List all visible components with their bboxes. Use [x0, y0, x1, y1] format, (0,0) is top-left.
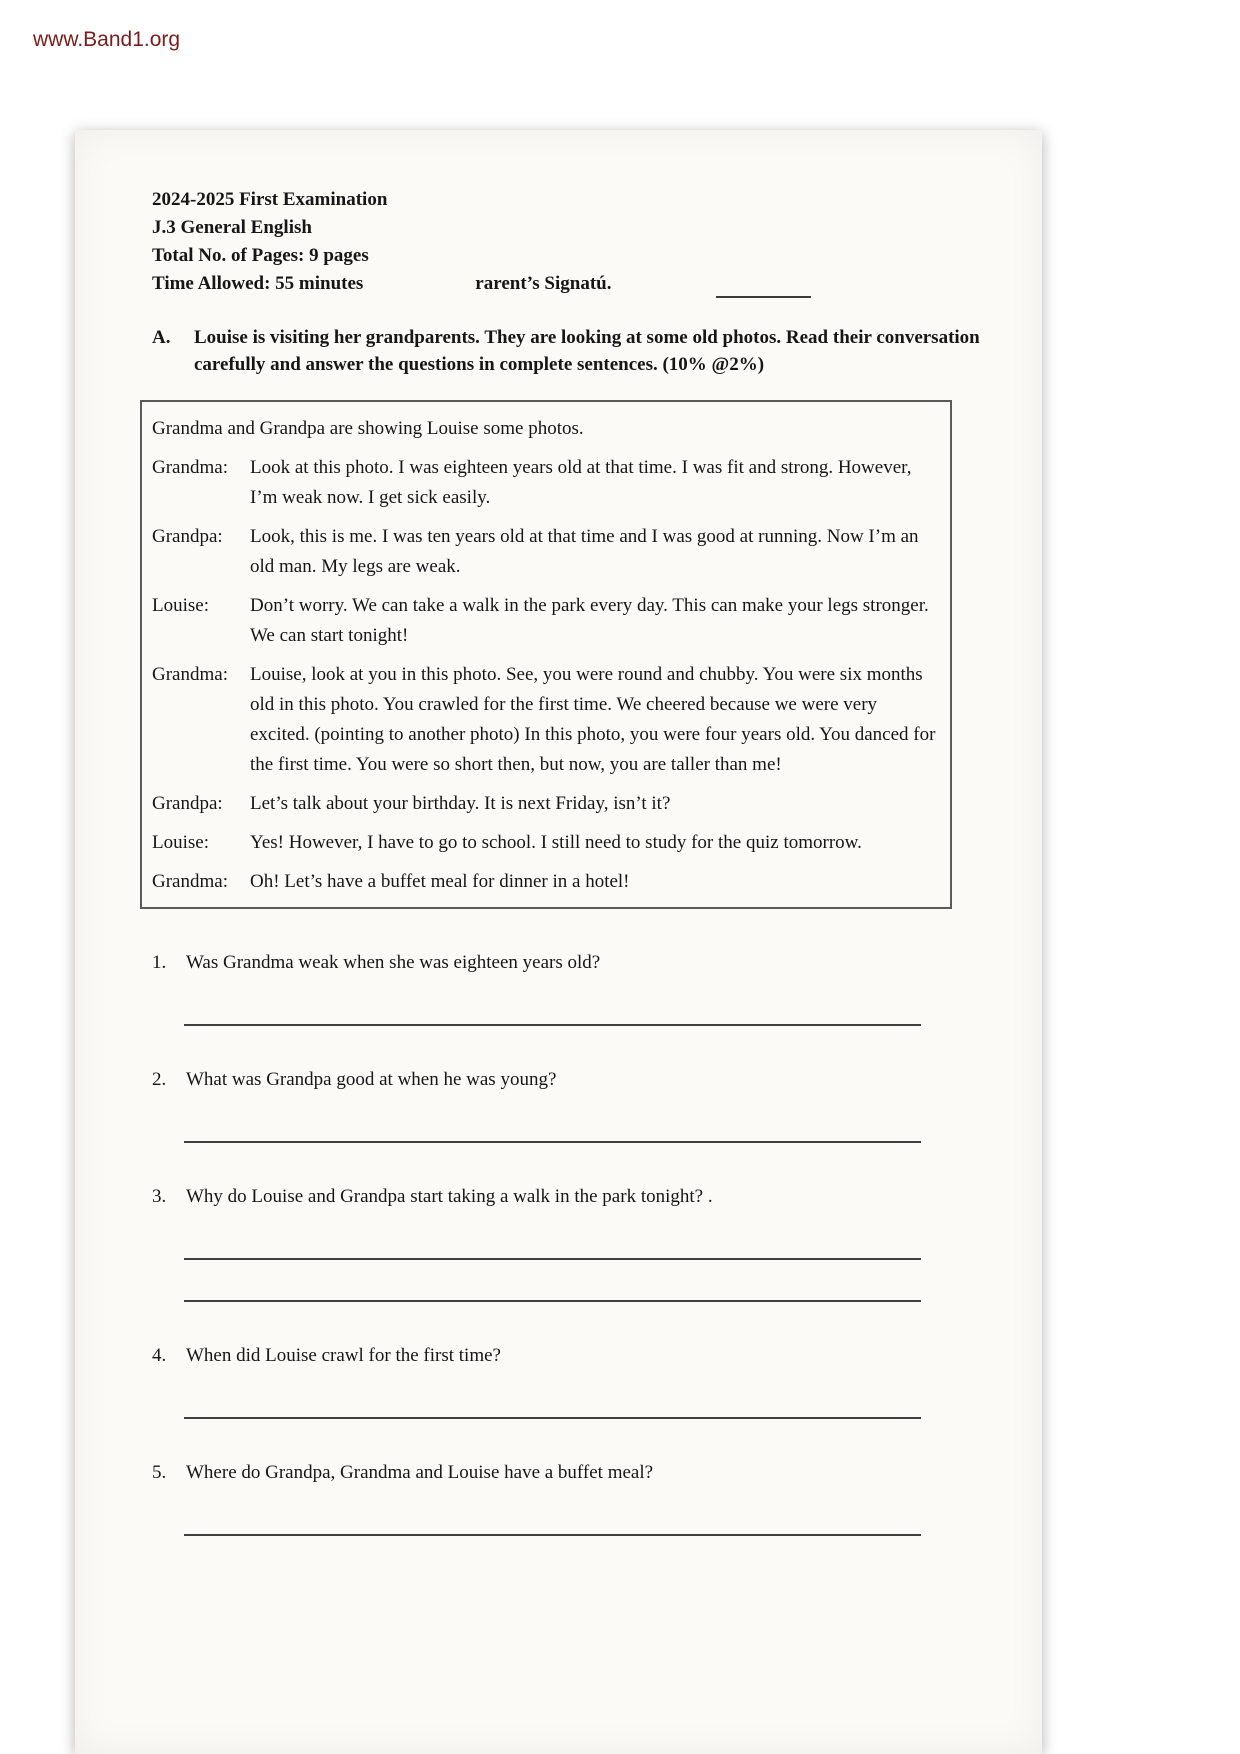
answer-line-q5: [184, 1534, 921, 1536]
question-3: [152, 1183, 992, 1210]
answer-line-q3a: [184, 1258, 921, 1260]
question-text: Was Grandma weak when she was eighteen years old?: [186, 952, 601, 973]
speaker-text: Louise, look at you in this photo. See, you were round and chubby. You were six months old in this photo. You crawled for the first time. We cheered because we were very excited. (pointing to another photo) In this photo, you were four years old. You danced for the first time. You were so short then, but now, you are taller than me!: [250, 664, 936, 775]
conversation-turn: [152, 522, 936, 582]
conversation-turn: [152, 789, 936, 819]
speaker-text: Let’s talk about your birthday. It is next Friday, isn’t it?: [250, 793, 671, 814]
speaker-text: Don’t worry. We can take a walk in the park every day. This can make your legs stronger. We can start tonight!: [250, 595, 929, 646]
answer-line-q4: [184, 1417, 921, 1419]
question-number: 5.: [152, 1462, 167, 1483]
speaker-label: Grandma:: [152, 457, 228, 478]
speaker-text: Look, this is me. I was ten years old at that time and I was good at running. Now I’m an old man. My legs are weak.: [250, 526, 919, 577]
scanned-exam-page: [75, 130, 1042, 1754]
question-text: What was Grandpa good at when he was young?: [186, 1069, 557, 1090]
speaker-label: Grandpa:: [152, 526, 223, 547]
conversation-turn: [152, 660, 936, 780]
answer-line-q2: [184, 1141, 921, 1143]
question-text: When did Louise crawl for the first time?: [186, 1345, 501, 1366]
speaker-text: Yes! However, I have to go to school. I still need to study for the quiz tomorrow.: [250, 832, 862, 853]
conversation-intro: Grandma and Grandpa are showing Louise some photos.: [152, 418, 584, 439]
conversation-turn: [152, 591, 936, 651]
question-text: Why do Louise and Grandpa start taking a walk in the park tonight? .: [186, 1186, 713, 1207]
question-4: [152, 1342, 992, 1369]
answer-line-q3b: [184, 1300, 921, 1302]
exam-title: 2024-2025 First Examination: [152, 189, 388, 210]
speaker-label: Louise:: [152, 595, 209, 616]
conversation-turn: [152, 867, 936, 897]
answer-line-q1: [184, 1024, 921, 1026]
section-a-text: Louise is visiting her grandparents. They are looking at some old photos. Read their conversation carefully and answer the questions in complete sentences. (10% @2%): [194, 327, 980, 375]
question-2: [152, 1066, 992, 1093]
questions-section: [152, 949, 992, 1536]
speaker-label: Louise:: [152, 832, 209, 853]
site-watermark: www.Band1.org: [33, 28, 181, 51]
section-a-instructions: [152, 324, 992, 378]
speaker-label: Grandpa:: [152, 793, 223, 814]
speaker-label: Grandma:: [152, 664, 228, 685]
parent-signature-line: [716, 278, 811, 298]
speaker-text: Look at this photo. I was eighteen years old at that time. I was fit and strong. However, I’m weak now. I get sick easily.: [250, 457, 912, 508]
conversation-box: [140, 400, 952, 909]
exam-subject: J.3 General English: [152, 217, 312, 238]
conversation-turn: [152, 453, 936, 513]
question-number: 4.: [152, 1345, 167, 1366]
exam-pages: Total No. of Pages: 9 pages: [152, 245, 369, 266]
speaker-text: Oh! Let’s have a buffet meal for dinner in a hotel!: [250, 871, 630, 892]
question-number: 3.: [152, 1186, 167, 1207]
question-number: 2.: [152, 1069, 167, 1090]
question-text: Where do Grandpa, Grandma and Louise have a buffet meal?: [186, 1462, 654, 1483]
parent-signature-label: rarent’s Signatú.: [475, 273, 612, 294]
exam-header: [152, 186, 992, 298]
question-5: [152, 1459, 992, 1486]
speaker-label: Grandma:: [152, 871, 228, 892]
exam-time-allowed: Time Allowed: 55 minutes: [152, 273, 364, 294]
question-number: 1.: [152, 952, 167, 973]
section-a-label: A.: [152, 327, 171, 348]
conversation-turn: [152, 828, 936, 858]
question-1: [152, 949, 992, 976]
